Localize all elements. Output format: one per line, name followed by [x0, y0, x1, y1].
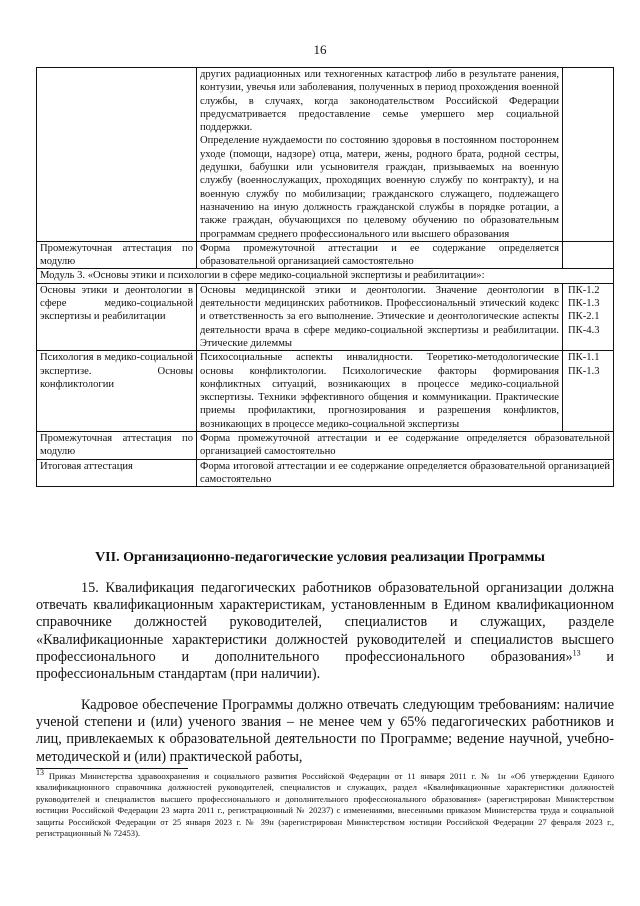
topic-cell [37, 68, 197, 242]
footnote-divider [36, 768, 188, 769]
table-row [37, 459, 614, 487]
table-row [37, 68, 614, 242]
topic-cell: Итоговая аттестация [37, 459, 197, 487]
table-row [37, 283, 614, 350]
section-heading: VII. Организационно-педагогические условия реализации Программы [95, 550, 545, 565]
program-content-table [36, 67, 614, 487]
competency-code: ПК-1.3 [568, 365, 600, 377]
competency-code: ПК-1.1 [568, 352, 600, 364]
competency-code: ПК-1.2 [568, 284, 600, 296]
competency-cell [563, 351, 614, 432]
competency-code: ПК-2.1 [568, 311, 600, 323]
competency-cell [563, 68, 614, 242]
footnote [36, 768, 614, 839]
paragraph-staffing-text: Кадровое обеспечение Программы должно отвечать следующим требованиям: наличие ученой степени и (или) ученого звания – не менее чем у 65% педагогических работников и лиц, привлекаемых к образовательной деятельности по Программе; ведение научной, учебно-методической и (или) практической работы, [36, 697, 614, 765]
table-row [37, 269, 614, 283]
table-row [37, 432, 614, 460]
competency-cell [563, 241, 614, 269]
content-cell [197, 241, 563, 269]
topic-cell: Основы этики и деонтологии в сфере медико-социальной экспертизы и реабилитации [37, 283, 197, 350]
content-paragraph: Форма итоговой аттестации и ее содержание определяется образовательной организацией самостоятельно [200, 460, 610, 485]
topic-cell: Промежуточная аттестация по модулю [37, 432, 197, 460]
content-paragraph: других радиационных или техногенных катастроф либо в результате ранения, контузии, увечья или заболевания, полученных в период прохождения военной службы, в случаях, когда законодательством Российской Федерации предусматривается предоставление семье умершего мер социальной поддержки. [200, 69, 559, 134]
table-row [37, 351, 614, 432]
paragraph-15-text: 15. Квалификация педагогических работников образовательной организации должна отвечать квалификационным характеристикам, установленным в Едином квалификационном справочнике должностей руководителей, специалистов и служащих, разделе «Квалификационные характеристики должностей руководителей и специалистов высшего профессионального и дополнительного профессионального образования» [36, 580, 614, 665]
competency-code: ПК-4.3 [568, 324, 600, 336]
content-paragraph: Основы медицинской этики и деонтологии. Значение деонтологии в деятельности медицинских работников. Профессиональный этический кодекс и ответственность за его выполнение. Этические и деонтологические аспекты деятельности врача в сфере медико-социальной экспертизы и реабилитации. Этические дилеммы [200, 284, 559, 349]
content-paragraph: Форма промежуточной аттестации и ее содержание определяется образовательной организацией самостоятельно [200, 242, 559, 268]
content-cell [197, 283, 563, 350]
content-paragraph: Форма промежуточной аттестации и ее содержание определяется образовательной организацией самостоятельно [200, 433, 610, 458]
competency-cell [563, 283, 614, 350]
competency-code: ПК-1.3 [568, 298, 600, 310]
content-cell [197, 351, 563, 432]
paragraph-15 [36, 580, 614, 683]
topic-cell: Психология в медико-социальной экспертизе. Основы конфликтологии [37, 351, 197, 432]
page-number: 16 [313, 42, 327, 57]
footnote-text: Приказ Министерства здравоохранения и социального развития Российской Федерации от 11 января 2011 г. № 1н «Об утверждении Единого квалификационного справочника должностей руководителей, специалистов и служащих, раздел «Квалификационные характеристики должностей руководителей и специалистов высшего профессионального и дополнительного профессионального образования» (зарегистрирован Министерством юстиции Российской Федерации 23 марта 2011 г., регистрационный № 20237) с изменениями, внесенными приказом Министерства труда и социальной защиты Российской Федерации от 25 января 2023 г. № 39н (зарегистрирован Министерством юстиции Российской Федерации 27 февраля 2023 г., регистрационный № 72453). [36, 771, 614, 839]
paragraph-staffing [36, 697, 614, 766]
footnote-reference: 13 [572, 648, 581, 658]
footnote-number: 13 [36, 768, 44, 778]
content-cell [197, 432, 614, 460]
content-cell [197, 68, 563, 242]
module-title: Модуль 3. «Основы этики и психологии в сфере медико-социальной экспертизы и реабилитации»: [37, 269, 614, 283]
topic-cell: Промежуточная аттестация по модулю [37, 241, 197, 269]
content-cell [197, 459, 614, 487]
paragraph-15-tail: и профессиональным стандартам (при наличии). [36, 648, 615, 683]
content-paragraph: Определение нуждаемости по состоянию здоровья в постоянном постороннем уходе (помощи, надзоре) отца, матери, жены, родного брата, родной сестры, дедушки, бабушки или усыновителя граждан, призываемых на военную службу (военнослужащих, проходящих военную службу по контракту), и на военную службу по мобилизации; гражданского служащего, подлежащего назначению на иную должность гражданской службы в порядке ротации, а также граждан, обучающихся по целевому обучению по образовательным программам среднего профессионального или высшего образования [200, 135, 559, 240]
table-row [37, 241, 614, 269]
content-paragraph: Психосоциальные аспекты инвалидности. Теоретико-методологические основы конфликтологии. Психологические факторы формирования конфликтных ситуаций, возникающих в процессе медико-социальной экспертизы. Техники эффективного общения и коммуникации. Практические приемы профилактики, прогнозирования и разрешения конфликтов, возникающих в процессе медико-социальной экспертизы [200, 352, 559, 430]
